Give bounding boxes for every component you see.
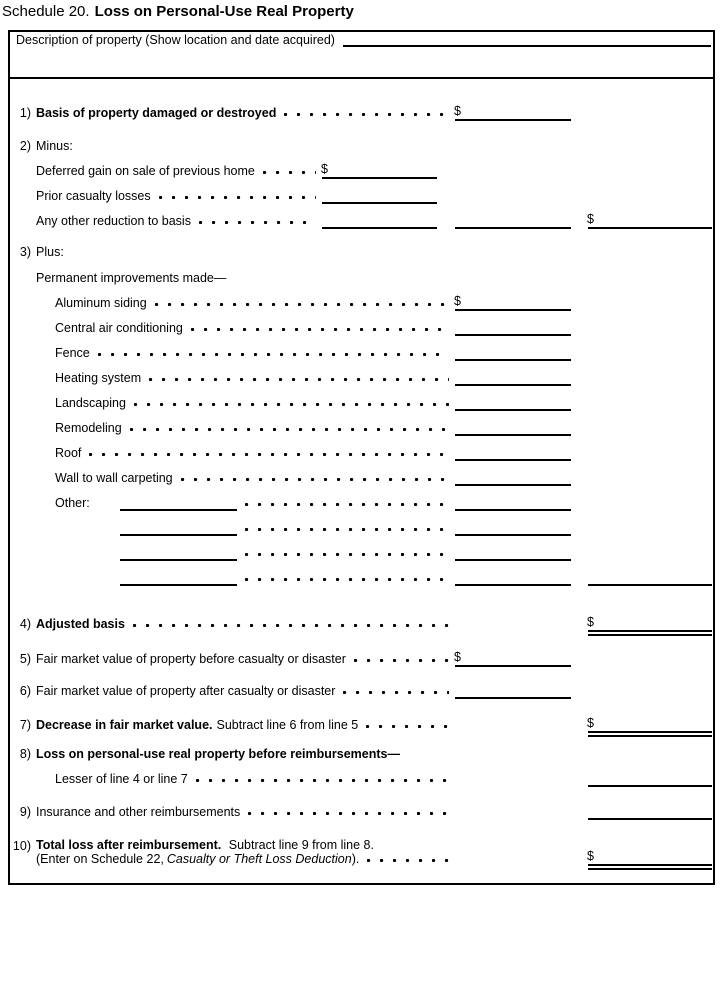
line-10-label-block <box>36 838 455 866</box>
line-8-row <box>10 737 713 762</box>
line-1-row <box>10 96 713 121</box>
other-improvement-amount-field[interactable] <box>455 491 571 511</box>
dot-leader <box>196 779 449 782</box>
line-7-label-bold: Decrease in fair market value. <box>36 718 213 732</box>
fence-label: Fence <box>55 346 90 360</box>
line-3-subtotal-field[interactable] <box>588 566 712 586</box>
other-improvement-row <box>10 511 713 536</box>
line-1-label: Basis of property damaged or destroyed <box>36 106 277 120</box>
dot-leader <box>98 353 449 356</box>
other-reduction-label: Any other reduction to basis <box>36 214 191 228</box>
improvement-row <box>10 386 713 411</box>
line-3-row <box>10 235 713 260</box>
line-2-deferred-gain-row <box>10 154 713 179</box>
dot-leader <box>133 624 449 627</box>
dot-leader <box>159 196 316 199</box>
wall-carpeting-field[interactable] <box>455 466 571 486</box>
line-8-lesser-row <box>10 762 713 787</box>
other-improvement-amount-field[interactable] <box>455 541 571 561</box>
line-4-label: Adjusted basis <box>36 617 125 631</box>
dot-leader <box>284 113 449 116</box>
line-6-row <box>10 674 713 699</box>
roof-field[interactable] <box>455 441 571 461</box>
dot-leader <box>134 403 449 406</box>
improvement-row <box>10 436 713 461</box>
dot-leader <box>199 221 316 224</box>
description-field-line2[interactable] <box>10 77 713 79</box>
dot-leader <box>245 578 449 581</box>
aluminum-siding-field[interactable] <box>455 291 571 311</box>
improvement-row <box>10 411 713 436</box>
dollar-sign: $ <box>454 104 461 118</box>
dot-leader <box>245 503 449 506</box>
dollar-sign: $ <box>454 650 461 664</box>
dot-leader <box>155 303 449 306</box>
schedule-title: Loss on Personal-Use Real Property <box>94 3 354 20</box>
line-10-enter-suffix: ). <box>351 852 360 866</box>
dot-leader <box>367 859 449 862</box>
heating-system-label: Heating system <box>55 371 142 385</box>
description-label: Description of property (Show location and date acquired) <box>16 33 335 47</box>
line-5-label: Fair market value of property before casualty or disaster <box>36 652 346 666</box>
line-6-amount-field[interactable] <box>455 679 571 699</box>
fence-field[interactable] <box>455 341 571 361</box>
dot-leader <box>149 378 449 381</box>
roof-label: Roof <box>55 446 82 460</box>
improvement-row <box>10 336 713 361</box>
dot-leader <box>366 725 449 728</box>
line-3-label: Plus: <box>36 245 64 259</box>
deferred-gain-field[interactable] <box>322 159 437 179</box>
line-8-number: 8) <box>19 747 31 761</box>
line-4-number: 4) <box>19 617 31 631</box>
line-8-amount-field[interactable] <box>588 767 712 787</box>
description-field[interactable] <box>343 44 711 47</box>
description-row <box>10 34 713 48</box>
central-air-field[interactable] <box>455 316 571 336</box>
line-9-row <box>10 795 713 820</box>
line-8-label: Loss on personal-use real property before reimbursements— <box>36 747 400 761</box>
dot-leader <box>343 691 449 694</box>
other-improvement-row <box>10 486 713 511</box>
dot-leader <box>245 528 449 531</box>
dot-leader <box>263 171 316 174</box>
dollar-sign: $ <box>454 294 461 308</box>
line-5-row <box>10 642 713 667</box>
line-10-number: 10) <box>12 839 31 853</box>
line-2-row <box>10 129 713 154</box>
dot-leader <box>181 478 449 481</box>
line-7-number: 7) <box>19 718 31 732</box>
line-2-label: Minus: <box>36 139 73 153</box>
remodeling-label: Remodeling <box>55 421 122 435</box>
other-improvement-row <box>10 536 713 561</box>
dollar-sign: $ <box>587 615 594 629</box>
landscaping-label: Landscaping <box>55 396 126 410</box>
dollar-sign: $ <box>321 162 328 176</box>
dollar-sign: $ <box>587 716 594 730</box>
dollar-sign: $ <box>587 849 594 863</box>
other-reduction-field[interactable] <box>322 209 437 229</box>
improvement-row <box>10 461 713 486</box>
line-4-amount-field[interactable] <box>588 612 712 632</box>
line-7-row <box>10 708 713 733</box>
other-improvement-row-last <box>10 561 713 586</box>
other-improvement-desc-field[interactable] <box>120 491 237 511</box>
dot-leader <box>191 328 449 331</box>
line-10-enter-prefix: (Enter on Schedule 22, <box>36 852 164 866</box>
line-10-enter-italic: Casualty or Theft Loss Deduction <box>166 852 352 866</box>
other-label: Other: <box>55 496 90 510</box>
line-1-number: 1) <box>19 106 31 120</box>
line-5-amount-field[interactable] <box>455 647 571 667</box>
other-improvement-desc-field[interactable] <box>120 566 237 586</box>
line-10-row <box>10 828 713 866</box>
line-2-number: 2) <box>19 139 31 153</box>
dot-leader <box>130 428 449 431</box>
other-improvement-amount-field[interactable] <box>455 516 571 536</box>
line-6-label: Fair market value of property after casualty or disaster <box>36 684 336 698</box>
other-improvement-desc-field[interactable] <box>120 541 237 561</box>
page-title <box>2 3 354 20</box>
line-5-number: 5) <box>19 652 31 666</box>
dollar-sign: $ <box>587 212 594 226</box>
line-9-number: 9) <box>19 805 31 819</box>
line-10-amount-field[interactable] <box>588 846 712 866</box>
line-10-label: Subtract line 9 from line 8. <box>228 838 374 852</box>
lesser-label: Lesser of line 4 or line 7 <box>55 772 188 786</box>
dot-leader <box>245 553 449 556</box>
line-6-number: 6) <box>19 684 31 698</box>
wall-carpeting-label: Wall to wall carpeting <box>55 471 173 485</box>
dot-leader <box>89 453 449 456</box>
remodeling-field[interactable] <box>455 416 571 436</box>
line-9-amount-field[interactable] <box>588 800 712 820</box>
central-air-label: Central air conditioning <box>55 321 183 335</box>
dot-leader <box>354 659 449 662</box>
improvement-row <box>10 361 713 386</box>
dot-leader <box>248 812 449 815</box>
prior-casualty-field[interactable] <box>322 184 437 204</box>
permanent-improvements-label: Permanent improvements made— <box>36 271 227 285</box>
deferred-gain-label: Deferred gain on sale of previous home <box>36 164 255 178</box>
form-box <box>8 30 715 885</box>
landscaping-field[interactable] <box>455 391 571 411</box>
line-2-subtotal-field[interactable] <box>455 209 571 229</box>
prior-casualty-label: Prior casualty losses <box>36 189 151 203</box>
heating-system-field[interactable] <box>455 366 571 386</box>
line-2-prior-casualty-row <box>10 179 713 204</box>
line-3-number: 3) <box>19 245 31 259</box>
aluminum-siding-label: Aluminum siding <box>55 296 147 310</box>
improvement-row <box>10 286 713 311</box>
other-improvement-desc-field[interactable] <box>120 516 237 536</box>
line-2-total-field[interactable] <box>588 209 712 229</box>
schedule-number: Schedule 20. <box>2 3 90 20</box>
line-7-amount-field[interactable] <box>588 713 712 733</box>
line-4-row <box>10 607 713 632</box>
line-10-label-bold: Total loss after reimbursement. <box>36 838 222 852</box>
line-7-label: Subtract line 6 from line 5 <box>216 718 359 732</box>
improvement-row <box>10 311 713 336</box>
permanent-improvements-row <box>10 261 713 286</box>
line-2-other-reduction-row <box>10 204 713 229</box>
line-9-label: Insurance and other reimbursements <box>36 805 241 819</box>
line-1-amount-field[interactable] <box>455 101 571 121</box>
other-improvement-amount-field[interactable] <box>455 566 571 586</box>
